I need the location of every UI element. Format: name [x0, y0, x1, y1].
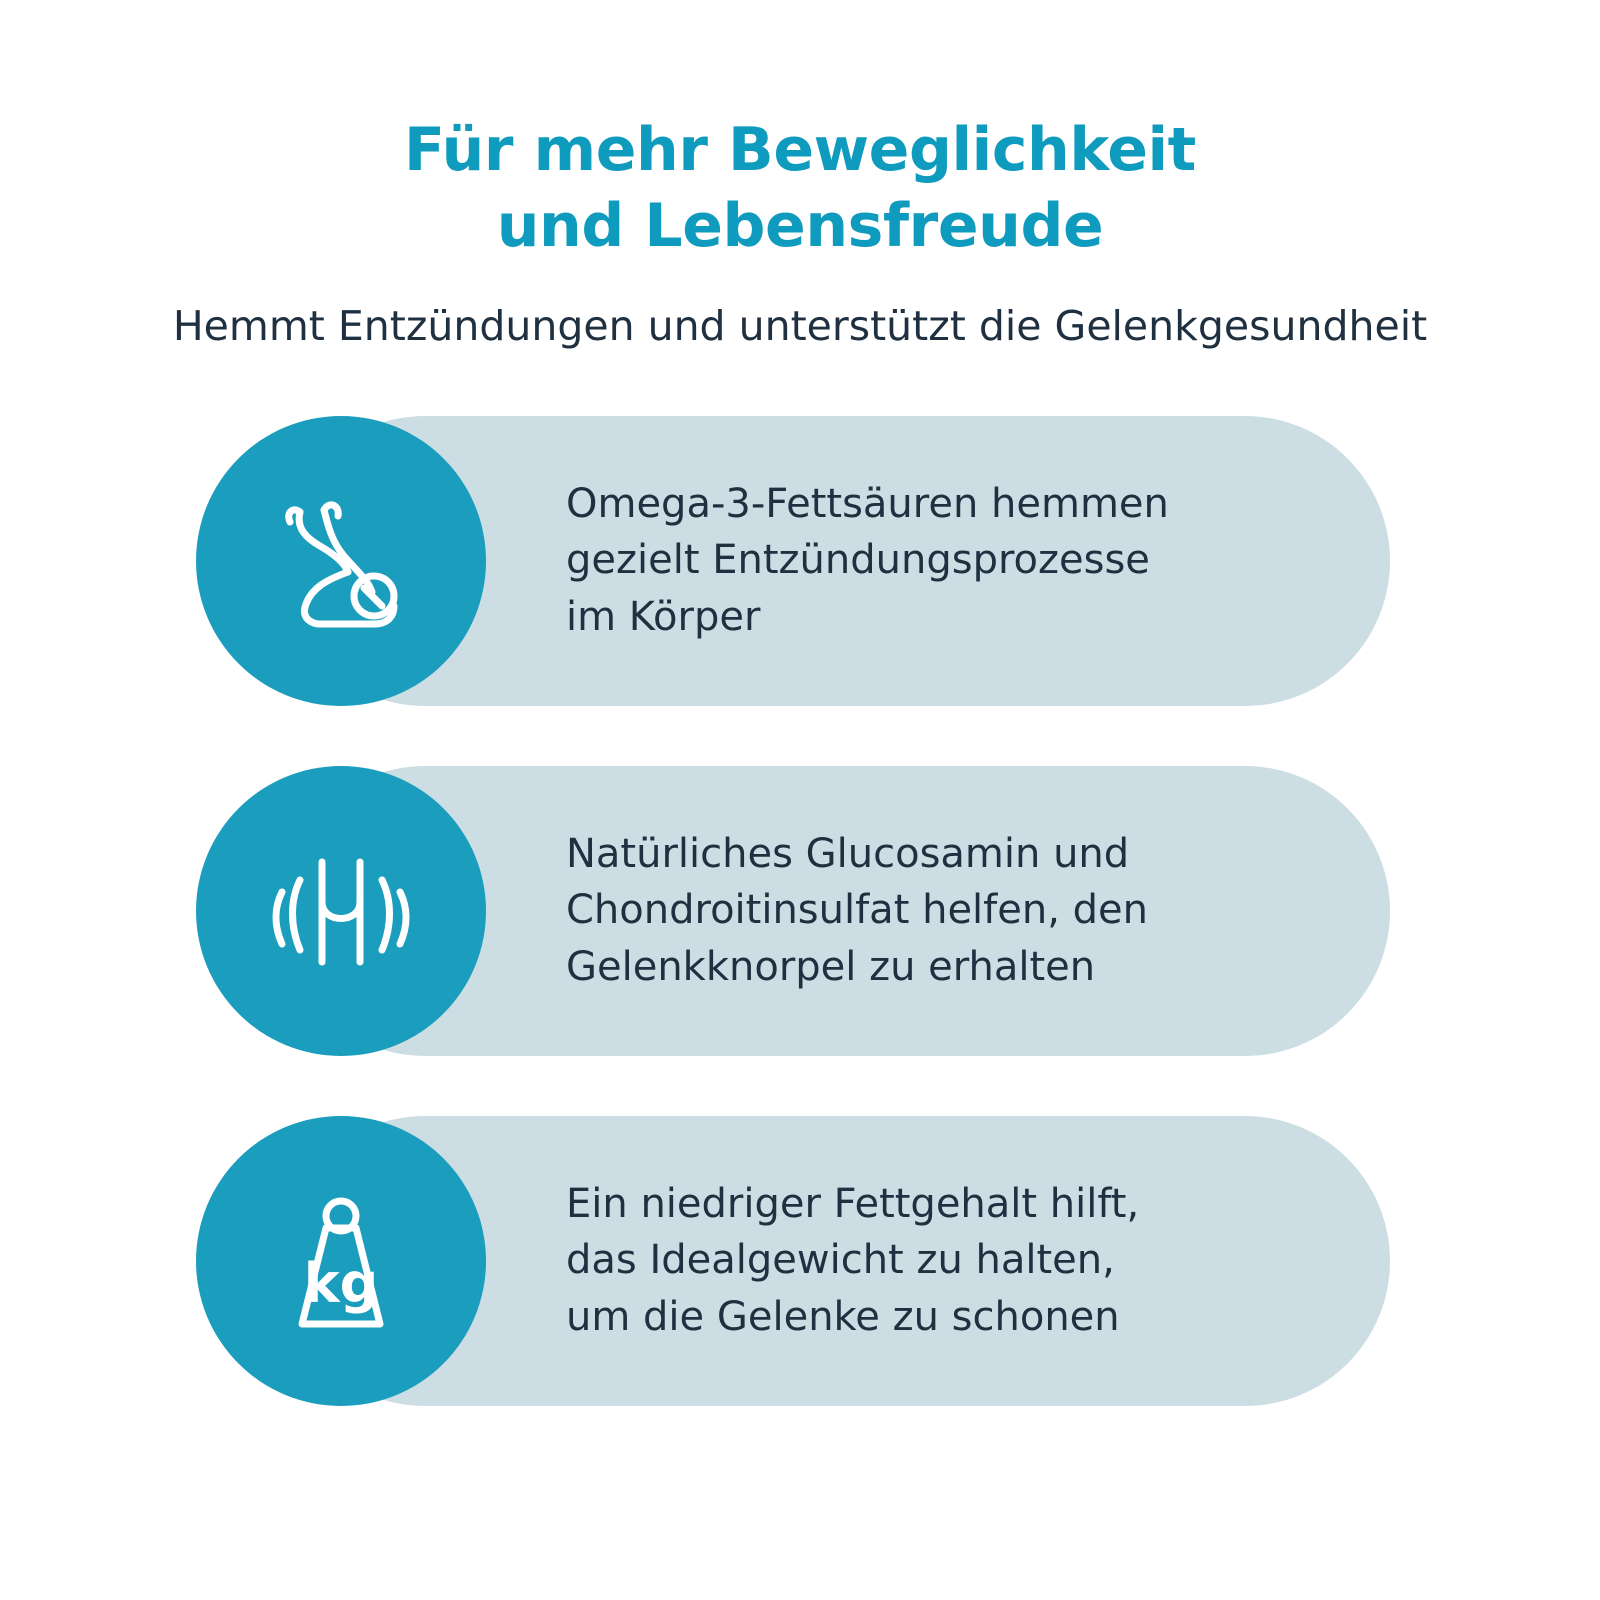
- feature-text-line: Chondroitinsulfat helfen, den: [566, 887, 1148, 934]
- feature-text-line: gezielt Entzündungsprozesse: [566, 537, 1150, 584]
- title-line-1: Für mehr Beweglichkeit: [404, 115, 1196, 185]
- cartilage-pulse-icon: [196, 766, 486, 1056]
- page-subtitle: Hemmt Entzündungen und unterstützt die Gelenkgesundheit: [172, 302, 1428, 351]
- title-line-2: und Lebensfreude: [496, 191, 1104, 262]
- list-item: [0, 766, 1600, 1056]
- feature-text: [566, 1175, 1326, 1345]
- list-item: [0, 416, 1600, 706]
- joint-bone-icon: [196, 416, 486, 706]
- feature-text-line: das Idealgewicht zu halten,: [566, 1237, 1115, 1284]
- feature-text-line: Gelenkknorpel zu erhalten: [566, 944, 1096, 991]
- feature-text-line: um die Gelenke zu schonen: [566, 1294, 1120, 1341]
- feature-text-line: Natürliches Glucosamin und: [566, 830, 1130, 877]
- weight-kg-icon: [196, 1116, 486, 1406]
- header: [0, 0, 1600, 354]
- feature-list: [0, 416, 1600, 1406]
- feature-text-line: im Körper: [566, 594, 761, 641]
- feature-text-line: Ein niedriger Fettgehalt hilft,: [566, 1180, 1140, 1227]
- weight-icon-label: kg: [303, 1251, 379, 1315]
- feature-text: [566, 475, 1326, 645]
- feature-text: [566, 825, 1326, 995]
- feature-text-line: Omega-3-Fettsäuren hemmen: [566, 480, 1169, 527]
- page-title: [250, 112, 1350, 264]
- list-item: [0, 1116, 1600, 1406]
